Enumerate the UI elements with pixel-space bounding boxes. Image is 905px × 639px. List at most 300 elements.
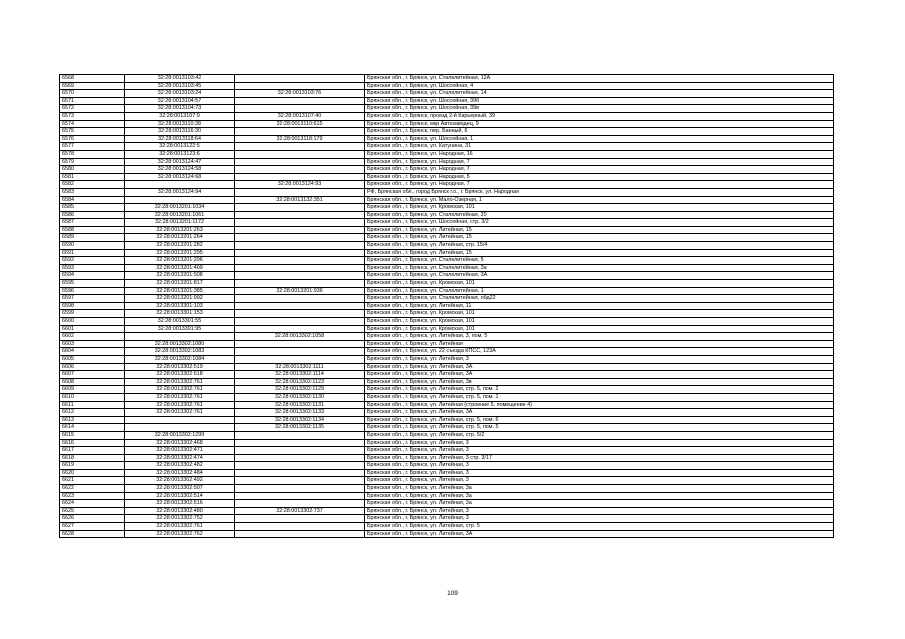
table-row bbox=[60, 302, 834, 310]
address-cell: Брянская обл., г. Брянск, ул. Литейная, 3 bbox=[365, 355, 834, 363]
address-cell: Брянская обл., г. Брянск, ул. Литейная bbox=[365, 340, 834, 348]
row-number-cell: 6600 bbox=[60, 318, 125, 326]
row-number-cell: 6624 bbox=[60, 500, 125, 508]
secondary-cadastral-number-cell bbox=[235, 295, 365, 303]
row-number-cell: 6606 bbox=[60, 363, 125, 371]
table-row bbox=[60, 409, 834, 417]
table-row bbox=[60, 500, 834, 508]
cadastral-number-cell: 32:28:0013301:95 bbox=[125, 325, 235, 333]
table-row bbox=[60, 82, 834, 90]
row-number-cell: 6604 bbox=[60, 348, 125, 356]
table-row bbox=[60, 128, 834, 136]
address-cell: Брянская обл., г. Брянск, ул. Литейная, 3 bbox=[365, 447, 834, 455]
address-cell: Брянская обл., г. Брянск, ул. Литейная, 3А bbox=[365, 371, 834, 379]
secondary-cadastral-number-cell bbox=[235, 97, 365, 105]
row-number-cell: 6623 bbox=[60, 492, 125, 500]
row-number-cell: 6625 bbox=[60, 507, 125, 515]
table-row bbox=[60, 318, 834, 326]
row-number-cell: 6579 bbox=[60, 158, 125, 166]
table-row bbox=[60, 462, 834, 470]
cadastral-number-cell: 32:28:0013302:518 bbox=[125, 371, 235, 379]
cadastral-number-cell: 32:28:0013123:6 bbox=[125, 150, 235, 158]
cadastral-number-cell: 32:28:0013302:761 bbox=[125, 401, 235, 409]
address-cell: Брянская обл., г. Брянск, ул. Литейная, стр. 5/2 bbox=[365, 431, 834, 439]
cadastral-number-cell: 32:28:0013201:385 bbox=[125, 287, 235, 295]
cadastral-number-cell: 32:28:0013104:73 bbox=[125, 105, 235, 113]
secondary-cadastral-number-cell bbox=[235, 485, 365, 493]
address-cell: Брянская обл., г. Брянск, ул. Кромская, 101 bbox=[365, 325, 834, 333]
row-number-cell: 6576 bbox=[60, 135, 125, 143]
row-number-cell: 6575 bbox=[60, 128, 125, 136]
row-number-cell: 6619 bbox=[60, 462, 125, 470]
row-number-cell: 6596 bbox=[60, 287, 125, 295]
address-cell: Брянская обл., г. Брянск, ул. Шоссейная, 1 bbox=[365, 135, 834, 143]
address-cell: Брянская обл., г. Брянск, ул. Сталелитейная, 14 bbox=[365, 90, 834, 98]
address-cell: Брянская обл., г. Брянск, ул. Литейная, 3, пом. 5 bbox=[365, 333, 834, 341]
cadastral-number-cell: 32:28:0013302:492 bbox=[125, 477, 235, 485]
cadastral-number-cell: 32:28:0013201:282 bbox=[125, 242, 235, 250]
address-cell: Брянская обл., г. Брянск, ул. Литейная, 3 bbox=[365, 507, 834, 515]
address-cell: РФ, Брянская обл., город Брянск г.о., г. Брянск, ул. Народная bbox=[365, 188, 834, 196]
address-cell: Брянская обл., г. Брянск, ул. Сталелитейная, 1 bbox=[365, 287, 834, 295]
table-row bbox=[60, 523, 834, 531]
cadastral-number-cell: 32:28:0013201:992 bbox=[125, 295, 235, 303]
table-row bbox=[60, 401, 834, 409]
secondary-cadastral-number-cell: 32:28:0013302:1130 bbox=[235, 393, 365, 401]
cadastral-number-cell: 32:28:0013107:9 bbox=[125, 112, 235, 120]
secondary-cadastral-number-cell bbox=[235, 454, 365, 462]
address-cell: Брянская обл., г. Брянск, ул. Литейная, 3А bbox=[365, 409, 834, 417]
table-row bbox=[60, 188, 834, 196]
address-cell: Брянская обл., г. Брянск, ул. Кромская, 101 bbox=[365, 280, 834, 288]
address-cell: Брянская обл., г. Брянск, ул. Кромская, 101 bbox=[365, 204, 834, 212]
address-cell: Брянская обл., г. Брянск, ул. Сталелитейная, 12А bbox=[365, 75, 834, 83]
secondary-cadastral-number-cell bbox=[235, 500, 365, 508]
row-number-cell: 6618 bbox=[60, 454, 125, 462]
row-number-cell: 6608 bbox=[60, 378, 125, 386]
secondary-cadastral-number-cell bbox=[235, 355, 365, 363]
secondary-cadastral-number-cell bbox=[235, 211, 365, 219]
cadastral-number-cell: 32:28:0013302:1080 bbox=[125, 340, 235, 348]
row-number-cell: 6602 bbox=[60, 333, 125, 341]
cadastral-number-cell: 32:28:0013201:296 bbox=[125, 257, 235, 265]
table-row bbox=[60, 272, 834, 280]
secondary-cadastral-number-cell bbox=[235, 204, 365, 212]
cadastral-number-cell: 32:28:0013116:30 bbox=[125, 128, 235, 136]
table-row bbox=[60, 150, 834, 158]
row-number-cell: 6574 bbox=[60, 120, 125, 128]
cadastral-number-cell: 32:28:0013103:45 bbox=[125, 82, 235, 90]
secondary-cadastral-number-cell bbox=[235, 188, 365, 196]
cadastral-number-cell: 32:28:0013302:762 bbox=[125, 530, 235, 538]
secondary-cadastral-number-cell bbox=[235, 166, 365, 174]
cadastral-number-cell: 32:28:0013118:64 bbox=[125, 135, 235, 143]
secondary-cadastral-number-cell: 32:28:0013302:1129 bbox=[235, 386, 365, 394]
table-row bbox=[60, 454, 834, 462]
cadastral-number-cell: 32:28:0013302:761 bbox=[125, 386, 235, 394]
row-number-cell: 6577 bbox=[60, 143, 125, 151]
secondary-cadastral-number-cell bbox=[235, 242, 365, 250]
table-row bbox=[60, 371, 834, 379]
secondary-cadastral-number-cell: 32:28:0013124:93 bbox=[235, 181, 365, 189]
address-cell: Брянская обл., г. Брянск, проезд 2-й Карьерный, 39 bbox=[365, 112, 834, 120]
cadastral-number-cell bbox=[125, 416, 235, 424]
row-number-cell: 6583 bbox=[60, 188, 125, 196]
address-cell: Брянская обл., г. Брянск, ул. Сталелитейная, 3а bbox=[365, 264, 834, 272]
address-cell: Брянская обл., г. Брянск, ул. Литейная (строение 5, помещение 4) bbox=[365, 401, 834, 409]
cadastral-number-cell: 32:28:0013302:474 bbox=[125, 454, 235, 462]
secondary-cadastral-number-cell bbox=[235, 310, 365, 318]
address-cell: Брянская обл., г. Брянск, ул. Народная, 5 bbox=[365, 173, 834, 181]
cadastral-number-cell: 32:28:0013302:482 bbox=[125, 462, 235, 470]
table-row bbox=[60, 325, 834, 333]
address-cell: Брянская обл., г. Брянск, пер. Банный, 6 bbox=[365, 128, 834, 136]
cadastral-number-cell: 32:28:0013302:507 bbox=[125, 485, 235, 493]
cadastral-number-cell: 32:28:0013124:58 bbox=[125, 166, 235, 174]
address-cell: Брянская обл., г. Брянск, ул. Литейная, стр. 15/4 bbox=[365, 242, 834, 250]
table-row bbox=[60, 485, 834, 493]
cadastral-number-cell: 32:28:0013201:817 bbox=[125, 280, 235, 288]
row-number-cell: 6614 bbox=[60, 424, 125, 432]
table-row bbox=[60, 204, 834, 212]
secondary-cadastral-number-cell bbox=[235, 431, 365, 439]
secondary-cadastral-number-cell bbox=[235, 226, 365, 234]
address-cell: Брянская обл., г. Брянск, ул. Литейная, 3А bbox=[365, 530, 834, 538]
secondary-cadastral-number-cell bbox=[235, 234, 365, 242]
table-row bbox=[60, 431, 834, 439]
table-row bbox=[60, 181, 834, 189]
address-cell: Брянская обл., г. Брянск, ул. Шоссейная, 4 bbox=[365, 82, 834, 90]
address-cell: Брянская обл., г. Брянск, ул. 22 съезда КПСС, 123А bbox=[365, 348, 834, 356]
address-cell: Брянская обл., г. Брянск, ул. Литейная, 3в bbox=[365, 378, 834, 386]
row-number-cell: 6571 bbox=[60, 97, 125, 105]
cadastral-number-cell: 32:28:0013302:761 bbox=[125, 409, 235, 417]
address-cell: Брянская обл., г. Брянск, ул. Литейная, 3 bbox=[365, 477, 834, 485]
secondary-cadastral-number-cell bbox=[235, 280, 365, 288]
address-cell: Брянская обл., г. Брянск, ул. Литейная, 3 bbox=[365, 469, 834, 477]
secondary-cadastral-number-cell: 32:28:0013302:1058 bbox=[235, 333, 365, 341]
cadastral-number-cell: 32:28:0013124:94 bbox=[125, 188, 235, 196]
row-number-cell: 6621 bbox=[60, 477, 125, 485]
row-number-cell: 6568 bbox=[60, 75, 125, 83]
table-row bbox=[60, 386, 834, 394]
cadastral-number-cell: 32:28:0013302:752 bbox=[125, 515, 235, 523]
secondary-cadastral-number-cell: 32:28:0013201:936 bbox=[235, 287, 365, 295]
secondary-cadastral-number-cell bbox=[235, 150, 365, 158]
row-number-cell: 6595 bbox=[60, 280, 125, 288]
secondary-cadastral-number-cell bbox=[235, 105, 365, 113]
cadastral-number-cell: 32:28:0013124:68 bbox=[125, 173, 235, 181]
row-number-cell: 6628 bbox=[60, 530, 125, 538]
cadastral-number-cell: 32:28:0013302:761 bbox=[125, 523, 235, 531]
table-row bbox=[60, 219, 834, 227]
address-cell: Брянская обл., г. Брянск, ул. Литейная, 15 bbox=[365, 234, 834, 242]
row-number-cell: 6617 bbox=[60, 447, 125, 455]
row-number-cell: 6603 bbox=[60, 340, 125, 348]
table-row bbox=[60, 348, 834, 356]
address-cell: Брянская обл., г. Брянск, ул. Шоссейная, стр. 3/2 bbox=[365, 219, 834, 227]
address-cell: Брянская обл., г. Брянск, ул. Шоссейная, 39в bbox=[365, 105, 834, 113]
secondary-cadastral-number-cell: 32:28:0013302:1131 bbox=[235, 401, 365, 409]
table-row bbox=[60, 295, 834, 303]
table-row bbox=[60, 143, 834, 151]
table-row bbox=[60, 447, 834, 455]
secondary-cadastral-number-cell bbox=[235, 318, 365, 326]
secondary-cadastral-number-cell bbox=[235, 530, 365, 538]
cadastral-number-cell: 32:28:0013103:24 bbox=[125, 90, 235, 98]
address-cell: Брянская обл., г. Брянск, ул. Шоссейная, 39б bbox=[365, 97, 834, 105]
address-cell: Брянская обл., г. Брянск, ул. Народная, 7 bbox=[365, 166, 834, 174]
row-number-cell: 6599 bbox=[60, 310, 125, 318]
secondary-cadastral-number-cell bbox=[235, 272, 365, 280]
secondary-cadastral-number-cell: 32:28:0013118:179 bbox=[235, 135, 365, 143]
cadastral-number-cell bbox=[125, 181, 235, 189]
cadastral-number-cell bbox=[125, 424, 235, 432]
row-number-cell: 6594 bbox=[60, 272, 125, 280]
secondary-cadastral-number-cell: 32:28:0013107:40 bbox=[235, 112, 365, 120]
row-number-cell: 6581 bbox=[60, 173, 125, 181]
cadastral-number-cell: 32:28:0013302:471 bbox=[125, 447, 235, 455]
table-row bbox=[60, 242, 834, 250]
address-cell: Брянская обл., г. Брянск, ул. Литейная, стр. 5, пом. 5 bbox=[365, 424, 834, 432]
row-number-cell: 6591 bbox=[60, 249, 125, 257]
address-cell: Брянская обл., г. Брянск, ул. Сталелитейная, обд22 bbox=[365, 295, 834, 303]
secondary-cadastral-number-cell bbox=[235, 257, 365, 265]
secondary-cadastral-number-cell bbox=[235, 492, 365, 500]
cadastral-number-cell: 32:28:0013302:761 bbox=[125, 393, 235, 401]
secondary-cadastral-number-cell: 32:28:0013103:76 bbox=[235, 90, 365, 98]
cadastral-number-cell: 32:28:0013124:47 bbox=[125, 158, 235, 166]
address-cell: Брянская обл., г. Брянск, ул. Кромская, 101 bbox=[365, 310, 834, 318]
row-number-cell: 6607 bbox=[60, 371, 125, 379]
row-number-cell: 6587 bbox=[60, 219, 125, 227]
row-number-cell: 6610 bbox=[60, 393, 125, 401]
secondary-cadastral-number-cell bbox=[235, 143, 365, 151]
table-row bbox=[60, 226, 834, 234]
cadastral-number-cell: 32:28:0013201:263 bbox=[125, 226, 235, 234]
cadastral-number-cell: 32:28:0013110:38 bbox=[125, 120, 235, 128]
address-cell: Брянская обл., г. Брянск, ул. Литейная, 3А bbox=[365, 363, 834, 371]
address-cell: Брянская обл., г. Брянск, ул. Литейная, стр. 5 bbox=[365, 523, 834, 531]
cadastral-number-cell: 32:28:0013302:480 bbox=[125, 507, 235, 515]
table-row bbox=[60, 492, 834, 500]
row-number-cell: 6580 bbox=[60, 166, 125, 174]
address-cell: Брянская обл., г. Брянск, ул. Литейная, стр. 5, пом. 6 bbox=[365, 416, 834, 424]
address-cell: Брянская обл., г. Брянск, ул. Народная, 7 bbox=[365, 158, 834, 166]
row-number-cell: 6590 bbox=[60, 242, 125, 250]
cadastral-number-cell bbox=[125, 333, 235, 341]
table-row bbox=[60, 257, 834, 265]
table-row bbox=[60, 507, 834, 515]
table-row bbox=[60, 393, 834, 401]
secondary-cadastral-number-cell: 32:28:0013302:1133 bbox=[235, 409, 365, 417]
table-row bbox=[60, 173, 834, 181]
secondary-cadastral-number-cell bbox=[235, 325, 365, 333]
table-row bbox=[60, 477, 834, 485]
row-number-cell: 6620 bbox=[60, 469, 125, 477]
cadastral-number-cell: 32:28:0013302:468 bbox=[125, 439, 235, 447]
secondary-cadastral-number-cell bbox=[235, 462, 365, 470]
secondary-cadastral-number-cell bbox=[235, 523, 365, 531]
secondary-cadastral-number-cell: 32:28:0013302:1111 bbox=[235, 363, 365, 371]
row-number-cell: 6584 bbox=[60, 196, 125, 204]
secondary-cadastral-number-cell: 32:28:0013110:615 bbox=[235, 120, 365, 128]
secondary-cadastral-number-cell bbox=[235, 173, 365, 181]
cadastral-number-cell: 32:28:0013201:264 bbox=[125, 234, 235, 242]
row-number-cell: 6612 bbox=[60, 409, 125, 417]
table-row bbox=[60, 166, 834, 174]
address-cell: Брянская обл., г. Брянск, ул. Литейная, 11 bbox=[365, 302, 834, 310]
row-number-cell: 6588 bbox=[60, 226, 125, 234]
secondary-cadastral-number-cell bbox=[235, 249, 365, 257]
row-number-cell: 6573 bbox=[60, 112, 125, 120]
table-row bbox=[60, 280, 834, 288]
secondary-cadastral-number-cell bbox=[235, 477, 365, 485]
cadastral-number-cell: 32:28:0013302:761 bbox=[125, 378, 235, 386]
cadastral-number-cell bbox=[125, 196, 235, 204]
address-cell: Брянская обл., г. Брянск, ул. Сталелитейная, 3А bbox=[365, 272, 834, 280]
secondary-cadastral-number-cell: 32:28:0013132:351 bbox=[235, 196, 365, 204]
secondary-cadastral-number-cell: 32:28:0013302:1134 bbox=[235, 416, 365, 424]
cadastral-number-cell: 32:28:0013122:5 bbox=[125, 143, 235, 151]
address-cell: Брянская обл., г. Брянск, ул. Литейная, 15 bbox=[365, 226, 834, 234]
address-cell: Брянская обл., г. Брянск, ул. Литейная, 3 bbox=[365, 462, 834, 470]
table-row bbox=[60, 310, 834, 318]
row-number-cell: 6597 bbox=[60, 295, 125, 303]
table-row bbox=[60, 333, 834, 341]
cadastral-number-cell: 32:28:0013201:1034 bbox=[125, 204, 235, 212]
row-number-cell: 6592 bbox=[60, 257, 125, 265]
address-cell: Брянская обл., г. Брянск, ул. Литейная, стр. 5, пом. 2 bbox=[365, 386, 834, 394]
secondary-cadastral-number-cell bbox=[235, 447, 365, 455]
address-cell: Брянская обл., г. Брянск, ул. Литейная, 3 стр. 3/17 bbox=[365, 454, 834, 462]
table-row bbox=[60, 515, 834, 523]
cadastral-number-cell: 32:28:0013302:484 bbox=[125, 469, 235, 477]
address-cell: Брянская обл., г. Брянск, ул. Катунина, 31 bbox=[365, 143, 834, 151]
table-row bbox=[60, 363, 834, 371]
secondary-cadastral-number-cell bbox=[235, 75, 365, 83]
cadastral-number-cell: 32:28:0013301:55 bbox=[125, 318, 235, 326]
cadastral-number-cell: 32:28:0013302:519 bbox=[125, 363, 235, 371]
cadastral-number-cell: 32:28:0013302:514 bbox=[125, 492, 235, 500]
secondary-cadastral-number-cell bbox=[235, 515, 365, 523]
table-row bbox=[60, 97, 834, 105]
address-cell: Брянская обл., г. Брянск, ул. Литейная, 3 bbox=[365, 515, 834, 523]
table-row bbox=[60, 416, 834, 424]
cadastral-number-cell: 32:28:0013104:57 bbox=[125, 97, 235, 105]
row-number-cell: 6609 bbox=[60, 386, 125, 394]
secondary-cadastral-number-cell bbox=[235, 128, 365, 136]
table-row bbox=[60, 287, 834, 295]
table-row bbox=[60, 249, 834, 257]
cadastral-number-cell: 32:28:0013201:1061 bbox=[125, 211, 235, 219]
row-number-cell: 6572 bbox=[60, 105, 125, 113]
secondary-cadastral-number-cell bbox=[235, 340, 365, 348]
registry-table-body bbox=[60, 75, 834, 538]
secondary-cadastral-number-cell: 32:28:0013302:1135 bbox=[235, 424, 365, 432]
address-cell: Брянская обл., г. Брянск, ул. Литейная, 3а bbox=[365, 492, 834, 500]
table-row bbox=[60, 469, 834, 477]
address-cell: Брянская обл., г. Брянск, ул. Кромская, 101 bbox=[365, 318, 834, 326]
table-row bbox=[60, 378, 834, 386]
cadastral-number-cell: 32:28:0013301:103 bbox=[125, 302, 235, 310]
table-row bbox=[60, 120, 834, 128]
secondary-cadastral-number-cell: 32:28:0013302:1114 bbox=[235, 371, 365, 379]
table-row bbox=[60, 264, 834, 272]
address-cell: Брянская обл., г. Брянск, ул. Литейная, 15 bbox=[365, 249, 834, 257]
cadastral-number-cell: 32:28:0013201:409 bbox=[125, 264, 235, 272]
address-cell: Брянская обл., г. Брянск, ул. Литейная, 3а bbox=[365, 485, 834, 493]
address-cell: Брянская обл., г. Брянск, ул. Народная, 16 bbox=[365, 150, 834, 158]
cadastral-number-cell: 32:28:0013103:42 bbox=[125, 75, 235, 83]
row-number-cell: 6626 bbox=[60, 515, 125, 523]
table-row bbox=[60, 112, 834, 120]
row-number-cell: 6605 bbox=[60, 355, 125, 363]
cadastral-number-cell: 32:28:0013201:295 bbox=[125, 249, 235, 257]
registry-table bbox=[59, 74, 834, 538]
address-cell: Брянская обл., г. Брянск, мкр Автозаводец, 9 bbox=[365, 120, 834, 128]
row-number-cell: 6586 bbox=[60, 211, 125, 219]
cadastral-number-cell: 32:28:0013302:516 bbox=[125, 500, 235, 508]
secondary-cadastral-number-cell bbox=[235, 82, 365, 90]
address-cell: Брянская обл., г. Брянск, ул. Литейная, стр. 5, пом. 1 bbox=[365, 393, 834, 401]
table-row bbox=[60, 530, 834, 538]
row-number-cell: 6611 bbox=[60, 401, 125, 409]
row-number-cell: 6613 bbox=[60, 416, 125, 424]
row-number-cell: 6585 bbox=[60, 204, 125, 212]
table-row bbox=[60, 340, 834, 348]
cadastral-number-cell: 32:28:0013201:1172 bbox=[125, 219, 235, 227]
secondary-cadastral-number-cell bbox=[235, 158, 365, 166]
table-row bbox=[60, 234, 834, 242]
table-row bbox=[60, 90, 834, 98]
table-row bbox=[60, 355, 834, 363]
cadastral-number-cell: 32:28:0013302:1084 bbox=[125, 355, 235, 363]
cadastral-number-cell: 32:28:0013302:1299 bbox=[125, 431, 235, 439]
secondary-cadastral-number-cell bbox=[235, 264, 365, 272]
address-cell: Брянская обл., г. Брянск, ул. Литейная, 3 bbox=[365, 439, 834, 447]
address-cell: Брянская обл., г. Брянск, ул. Народная, 7 bbox=[365, 181, 834, 189]
secondary-cadastral-number-cell bbox=[235, 302, 365, 310]
table-row bbox=[60, 75, 834, 83]
cadastral-number-cell: 32:28:0013302:1083 bbox=[125, 348, 235, 356]
table-row bbox=[60, 439, 834, 447]
table-row bbox=[60, 105, 834, 113]
row-number-cell: 6593 bbox=[60, 264, 125, 272]
row-number-cell: 6589 bbox=[60, 234, 125, 242]
cadastral-number-cell: 32:28:0013201:508 bbox=[125, 272, 235, 280]
secondary-cadastral-number-cell bbox=[235, 439, 365, 447]
table-row bbox=[60, 211, 834, 219]
address-cell: Брянская обл., г. Брянск, ул. Сталелитейная, 20 bbox=[365, 211, 834, 219]
row-number-cell: 6570 bbox=[60, 90, 125, 98]
secondary-cadastral-number-cell: 32:28:0013302:737 bbox=[235, 507, 365, 515]
table-row bbox=[60, 135, 834, 143]
table-row bbox=[60, 158, 834, 166]
row-number-cell: 6578 bbox=[60, 150, 125, 158]
row-number-cell: 6601 bbox=[60, 325, 125, 333]
row-number-cell: 6616 bbox=[60, 439, 125, 447]
row-number-cell: 6569 bbox=[60, 82, 125, 90]
secondary-cadastral-number-cell bbox=[235, 469, 365, 477]
row-number-cell: 6622 bbox=[60, 485, 125, 493]
row-number-cell: 6582 bbox=[60, 181, 125, 189]
address-cell: Брянская обл., г. Брянск, ул. Сталелитейная, 5 bbox=[365, 257, 834, 265]
secondary-cadastral-number-cell bbox=[235, 219, 365, 227]
table-row bbox=[60, 424, 834, 432]
secondary-cadastral-number-cell bbox=[235, 348, 365, 356]
address-cell: Брянская обл., г. Брянск, ул. Литейная, 3а bbox=[365, 500, 834, 508]
